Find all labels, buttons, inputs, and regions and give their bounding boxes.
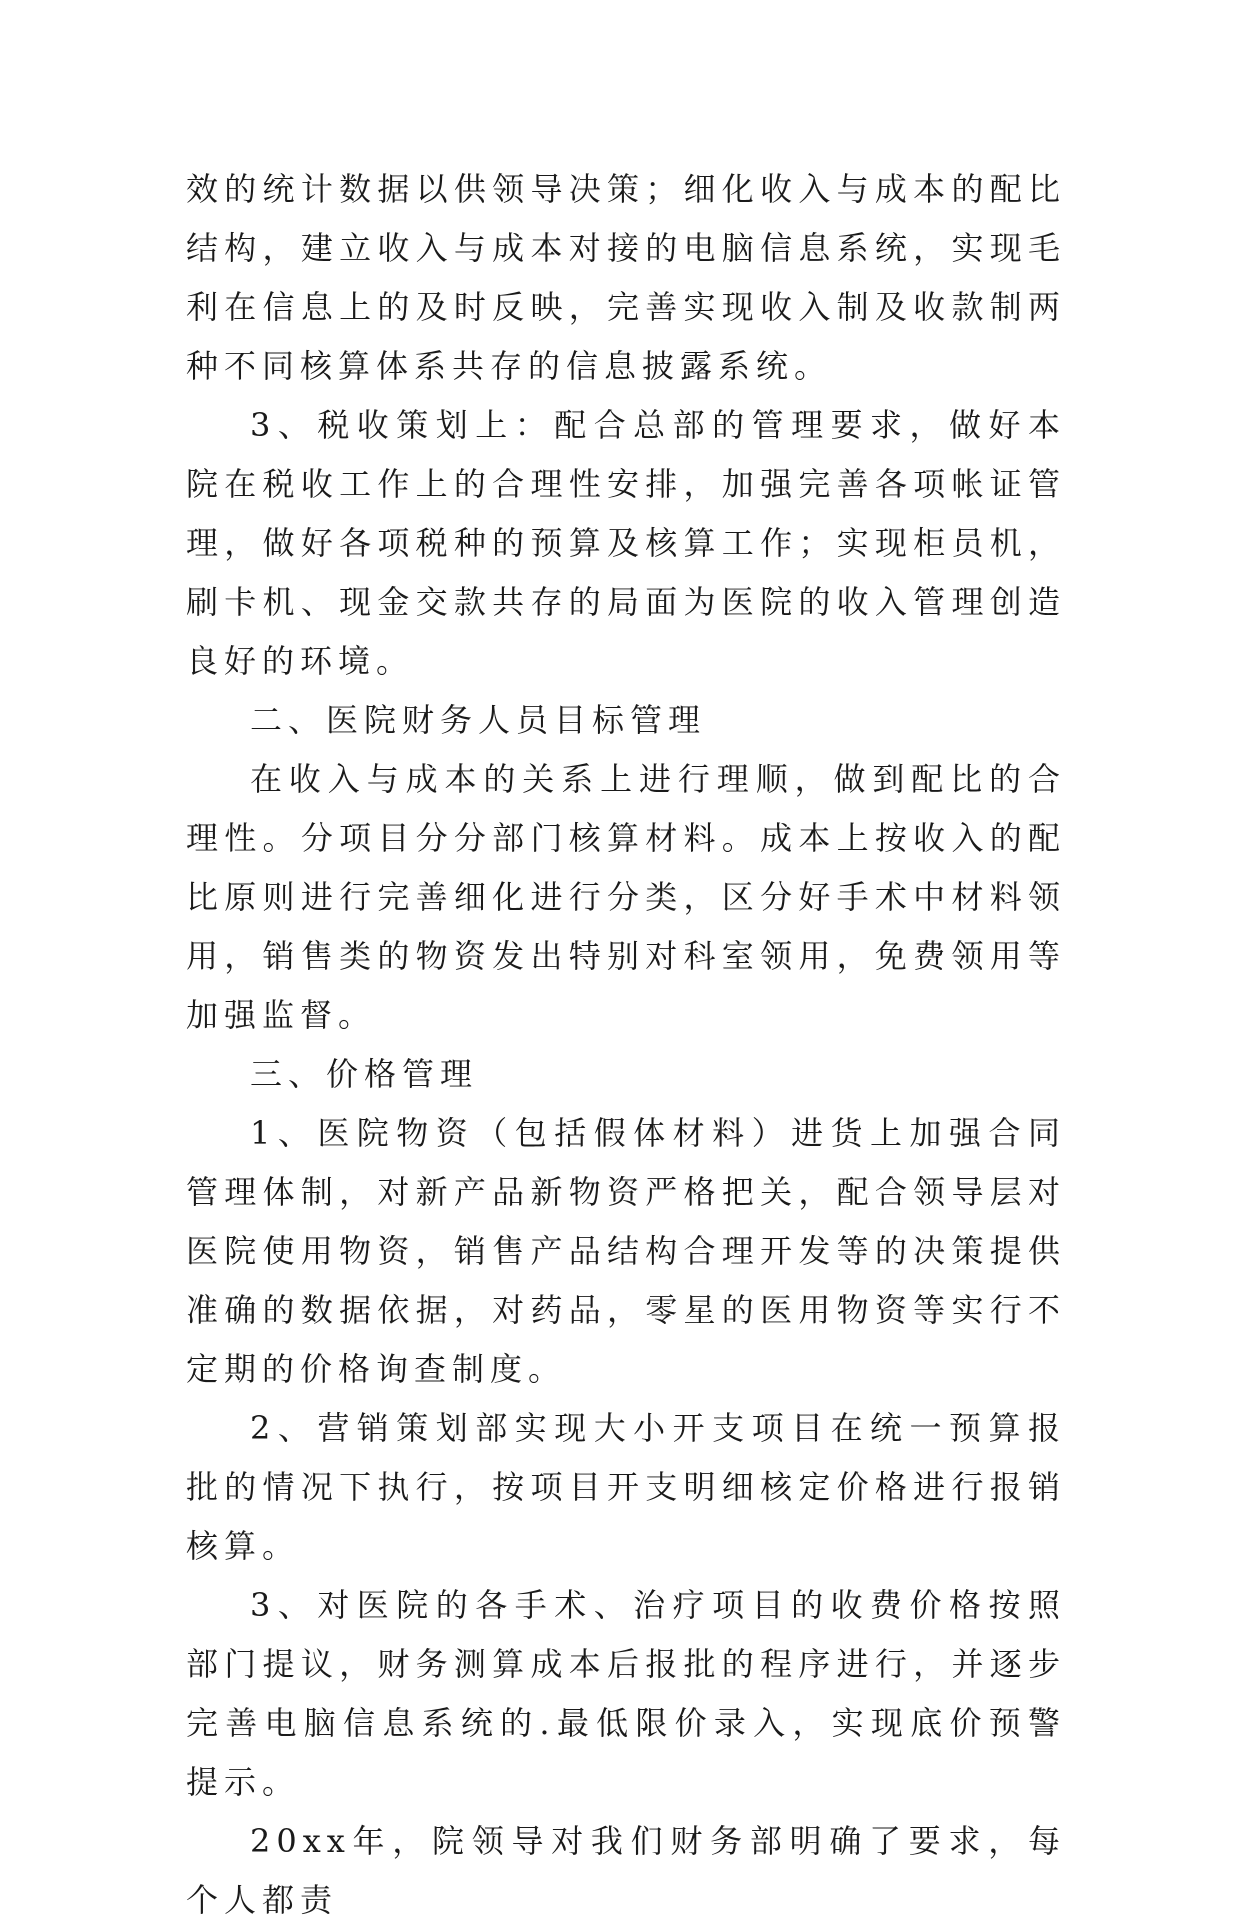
paragraph-marketing-budget: 2、营销策划部实现大小开支项目在统一预算报批的情况下执行，按项目开支明细核定价格进行报销核算。 [186,1409,1066,1565]
paragraph-income-cost: 在收入与成本的关系上进行理顺，做到配比的合理性。分项目分分部门核算材料。成本上按收入的配比原则进行完善细化进行分类，区分好手术中材料领用，销售类的物资发出特别对科室领用，免费领用等加强监督。 [186,760,1066,1034]
section-heading-staff-goals: 二、医院财务人员目标管理 [250,701,707,739]
section-heading-price-management: 三、价格管理 [250,1055,479,1093]
document-body [186,160,1066,1930]
paragraph-materials-contracts: 1、医院物资（包括假体材料）进货上加强合同管理体制，对新产品新物资严格把关，配合领导层对医院使用物资，销售产品结构合理开发等的决策提供准确的数据依据，对药品，零星的医用物资等实行不定期的价格询查制度。 [186,1114,1066,1388]
paragraph-year-requirements: 20xx年，院领导对我们财务部明确了要求，每个人都责 [186,1822,1066,1919]
paragraph-statistics: 效的统计数据以供领导决策；细化收入与成本的配比结构，建立收入与成本对接的电脑信息系统，实现毛利在信息上的及时反映，完善实现收入制及收款制两种不同核算体系共存的信息披露系统。 [186,170,1066,385]
paragraph-surgery-pricing: 3、对医院的各手术、治疗项目的收费价格按照部门提议，财务测算成本后报批的程序进行，并逐步完善电脑信息系统的.最低限价录入，实现底价预警提示。 [186,1586,1066,1801]
paragraph-tax-planning: 3、税收策划上：配合总部的管理要求，做好本院在税收工作上的合理性安排，加强完善各项帐证管理，做好各项税种的预算及核算工作；实现柜员机，刷卡机、现金交款共存的局面为医院的收入管理创造良好的环境。 [186,406,1066,680]
